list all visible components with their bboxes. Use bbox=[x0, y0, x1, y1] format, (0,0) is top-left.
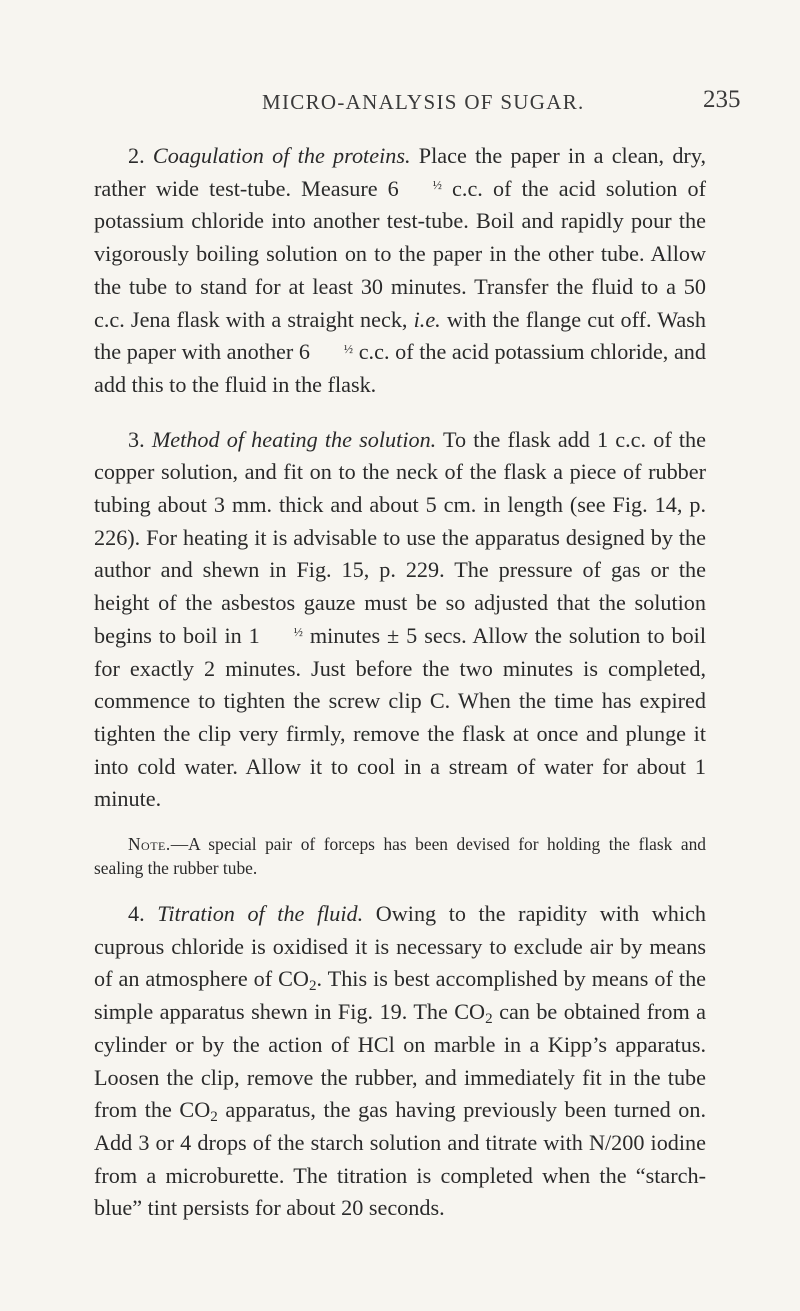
section-number: 4. bbox=[128, 901, 145, 927]
section-heading: Titration of the fluid. bbox=[157, 901, 364, 927]
running-title: MICRO-ANALYSIS OF SUGAR. bbox=[262, 90, 585, 114]
body-text bbox=[94, 140, 706, 1225]
page-header bbox=[0, 84, 800, 124]
page-number: 235 bbox=[703, 86, 741, 113]
section-number: 2. bbox=[128, 143, 145, 168]
fraction: ½ bbox=[293, 625, 303, 640]
section-heading: Method of heating the solution. bbox=[151, 426, 437, 452]
section-heading: Coagulation of the proteins. bbox=[152, 143, 411, 168]
note-paragraph: Note.—A special pair of forceps has been devised for holding the flask and sealing the rubber tube. bbox=[94, 834, 706, 879]
subscript: 2 bbox=[308, 978, 317, 995]
fraction: ½ bbox=[343, 341, 354, 356]
section-number: 3. bbox=[128, 426, 145, 452]
paragraph-coagulation: 2. Coagulation of the proteins. Place the paper in a clean, dry, rather wide test-tube. Measure 6 ½ c.c. of the acid solution of potassium chloride into another test-tube. Boil and rapidly pour the vigorously boiling solution on to the paper in the other tube. Allow the tube to stand for at least 30 minutes. Transfer the fluid to a 50 c.c. Jena flask with a straight neck, i.e. with the flange cut off. Wash the paper with another 6 ½ c.c. of the acid potassium chloride, and add this to the fluid in the flask. bbox=[94, 143, 707, 397]
note-label: Note. bbox=[128, 834, 171, 855]
fraction: ½ bbox=[432, 178, 442, 192]
subscript: 2 bbox=[210, 1109, 218, 1126]
paragraph-heating: 3. Method of heating the solution. To the flask add 1 c.c. of the copper solution, and fit on to the neck of the flask a piece of rubber tubing about 3 mm. thick and about 5 cm. in length (see Fig. 14, p. 226). For heating it is advisable to use the apparatus designed by the author and shewn in Fig. 15, p. 229. The pressure of gas or the height of the asbestos gauze must be so adjusted that the solution begins to boil in 1 ½ minutes ± 5 secs. Allow the solution to boil for exactly 2 minutes. Just before the two minutes is completed, commence to tighten the screw clip C. When the time has expired tighten the clip very firmly, remove the flask at once and plunge it into cold water. Allow it to cool in a stream of water for about 1 minute. bbox=[94, 426, 706, 812]
paragraph-titration: 4. Titration of the fluid. Owing to the rapidity with which cuprous chloride is oxidised it is necessary to exclude air by means of an atmosphere of $CO_2$. This is best accomplished by means of the simple apparatus shewn in Fig. 19. The $CO_2$ can be obtained from a cylinder or by the action of HCl on marble in a Kipp’s apparatus. Loosen the clip, remove the rubber, and immediately fit in the tube from the $CO_2$ apparatus, the gas having previously been turned on. Add 3 or 4 drops of the starch solution and titrate with N/200 iodine from a microburette. The titration is completed when the “starch-blue” tint persists for about 20 seconds. bbox=[94, 901, 707, 1221]
subscript: 2 bbox=[485, 1010, 493, 1027]
